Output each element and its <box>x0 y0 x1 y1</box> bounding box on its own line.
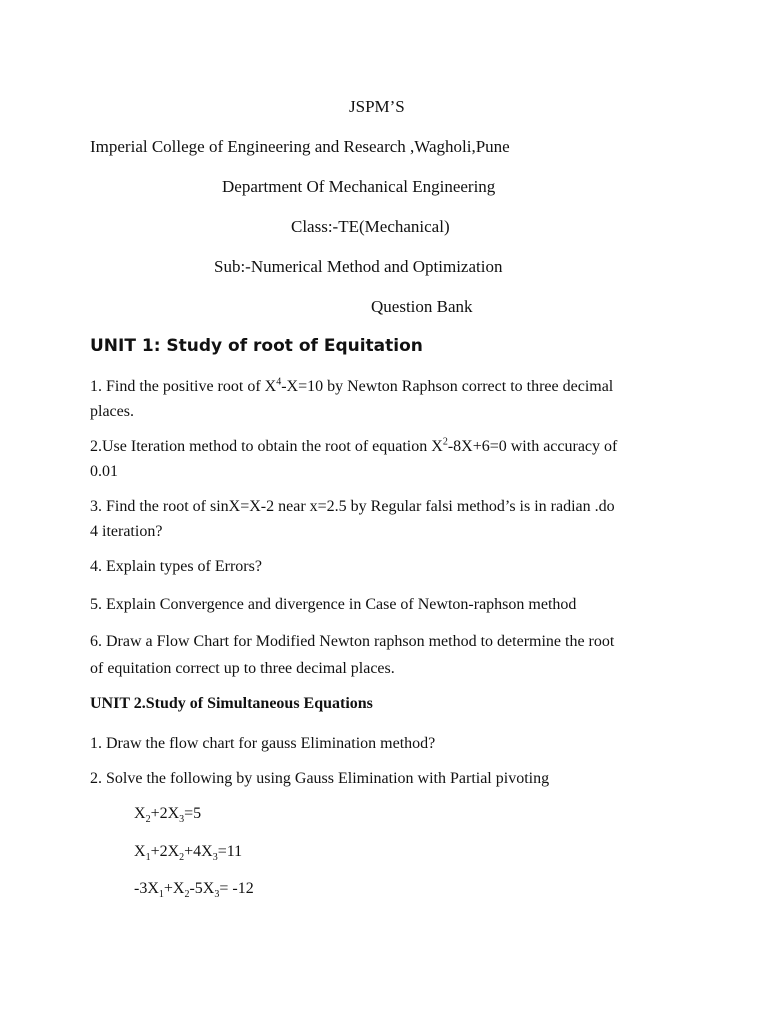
q1-text-b: -X=10 by Newton Raphson correct to three decimal <box>281 378 614 395</box>
unit1-heading: UNIT 1: Study of root of Equitation <box>90 336 423 356</box>
q3-text-b: 4 iteration? <box>90 523 163 540</box>
q2-text-a: 2.Use Iteration method to obtain the root of equation X <box>90 438 443 455</box>
eq2-subscript: 2 <box>179 852 185 864</box>
eq2-term: X <box>134 843 146 860</box>
unit2-heading: UNIT 2.Study of Simultaneous Equations <box>90 695 373 712</box>
subject-line: Sub:-Numerical Method and Optimization <box>214 257 503 276</box>
equation-2 <box>134 842 242 862</box>
eq1-subscript: 3 <box>179 814 185 826</box>
unit1-question-2 <box>90 434 680 484</box>
eq2-term: +4X <box>184 843 213 860</box>
eq1-term: X <box>134 805 146 822</box>
eq3-subscript: 3 <box>214 889 220 901</box>
q1-text-a: 1. Find the positive root of X <box>90 378 277 395</box>
eq2-term: =11 <box>217 843 243 860</box>
class-line: Class:-TE(Mechanical) <box>291 217 450 236</box>
department-name: Department Of Mechanical Engineering <box>222 177 496 196</box>
unit1-question-3 <box>90 494 680 544</box>
eq2-subscript: 3 <box>212 852 218 864</box>
eq1-subscript: 2 <box>145 814 151 826</box>
eq1-term: +2X <box>150 805 180 822</box>
q6-text-a: 6. Draw a Flow Chart for Modified Newton raphson method to determine the root <box>90 633 615 650</box>
q2-superscript: 2 <box>442 436 448 448</box>
eq2-term: +2X <box>150 843 180 860</box>
unit1-question-4: 4. Explain types of Errors? <box>90 558 262 575</box>
eq3-term: -5X <box>189 880 215 897</box>
unit2-question-2: 2. Solve the following by using Gauss Elimination with Partial pivoting <box>90 770 550 787</box>
eq3-term: -3X <box>134 880 159 897</box>
q6-text-b: of equitation correct up to three decimal places. <box>90 660 395 677</box>
q2-text-b: -8X+6=0 with accuracy of <box>447 438 618 455</box>
equation-3 <box>134 879 254 899</box>
college-name: Imperial College of Engineering and Research ,Wagholi,Pune <box>90 137 510 156</box>
unit1-question-1 <box>90 374 690 424</box>
q3-text-a: 3. Find the root of sinX=X-2 near x=2.5 by Regular falsi method’s is in radian .do <box>90 498 615 515</box>
equation-1 <box>134 804 201 824</box>
eq3-subscript: 1 <box>158 889 164 901</box>
eq3-term: = -12 <box>219 880 254 897</box>
eq2-subscript: 1 <box>145 852 151 864</box>
org-name: JSPM’S <box>349 97 405 116</box>
eq1-term: =5 <box>184 805 202 822</box>
eq3-subscript: 2 <box>184 889 190 901</box>
q2-text-c: 0.01 <box>90 463 118 480</box>
unit2-question-1: 1. Draw the flow chart for gauss Elimination method? <box>90 735 436 752</box>
unit1-question-5: 5. Explain Convergence and divergence in Case of Newton-raphson method <box>90 596 577 613</box>
eq3-term: +X <box>163 880 185 897</box>
document-title: Question Bank <box>371 297 473 316</box>
unit1-question-6 <box>90 628 680 682</box>
q1-superscript: 4 <box>276 376 282 388</box>
q1-text-c: places. <box>90 403 134 420</box>
